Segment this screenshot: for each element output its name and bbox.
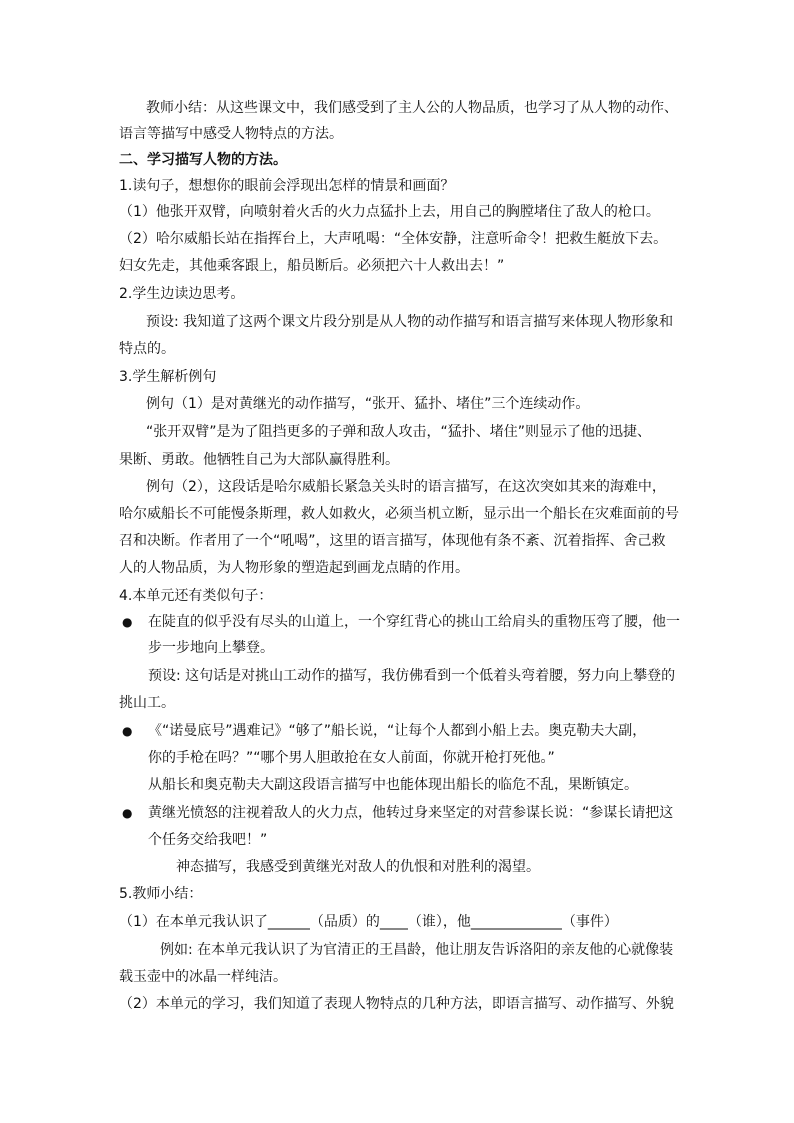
example-sentence: （1）他张开双臂，向喷射着火舌的火力点猛扑上去，用自己的胸膛堵住了敌人的枪口。	[119, 204, 660, 220]
step-heading: 2.学生边读边思考。	[119, 286, 245, 302]
fill-in-blank-line: （1）在本单元我认识了______（品质）的____（谁），他_____________（事件）	[119, 914, 618, 930]
bullet-item-line: 个任务交给我吧！”	[148, 832, 268, 848]
step-heading: 3.学生解析例句	[119, 369, 217, 385]
analysis-paragraph-line: 例句（1）是对黄继光的动作描写，“张开、猛扑、堵住”三个连续动作。	[146, 396, 590, 412]
analysis-paragraph-line: 召和决断。作者用了一个“吼喝”，这里的语言描写，体现他有条不紊、沉着指挥、舍己救	[119, 533, 666, 549]
example-paragraph-line: 载玉壶中的冰晶一样纯洁。	[119, 969, 287, 985]
answer-paragraph-line: 预设: 这句话是对挑山工动作的描写，我仿佛看到一个低着头弯着腰，努力向上攀登的	[148, 668, 676, 684]
analysis-paragraph-line: 哈尔威船长不可能慢条斯理，救人如救火，必须当机立断，显示出一个船长在灾难面前的号	[119, 506, 679, 522]
step-heading: 1.读句子，想想你的眼前会浮现出怎样的情景和画面？	[119, 178, 455, 194]
bullet-item-line: 步一步地向上攀登。	[148, 640, 274, 656]
answer-paragraph-line: 预设: 我知道了这两个课文片段分别是从人物的动作描写和语言描写来体现人物形象和	[146, 314, 674, 330]
answer-paragraph-line: 挑山工。	[119, 695, 175, 711]
example-paragraph-line: 例如: 在本单元我认识了为官清正的王昌龄，他让朋友告诉洛阳的亲友他的心就像装	[160, 942, 674, 958]
summary-paragraph-line: （2）本单元的学习，我们知道了表现人物特点的几种方法，即语言描写、动作描写、外貌	[119, 996, 674, 1012]
example-sentence: （2）哈尔威船长站在指挥台上，大声吼喝：“全体安静，注意听命令！把救生艇放下去。	[119, 231, 668, 247]
bullet-item-line: 《“诺曼底号”遇难记》“够了”船长说，“让每个人都到小船上去。奥克勒夫大副，	[148, 723, 647, 739]
example-sentence-line: 妇女先走，其他乘客跟上，船员断后。必须把六十人救出去！”	[119, 258, 505, 274]
answer-paragraph-line: 从船长和奥克勒夫大副这段语言描写中也能体现出船长的临危不乱，果断镇定。	[148, 777, 638, 793]
answer-paragraph-line: 神态描写，我感受到黄继光对敌人的仇恨和对胜利的渴望。	[176, 859, 540, 875]
bullet-icon: ●	[122, 615, 133, 629]
answer-paragraph-line: 特点的。	[119, 341, 175, 357]
bullet-icon: ●	[122, 806, 133, 820]
summary-paragraph-line: 教师小结：从这些课文中，我们感受到了主人公的人物品质，也学习了从人物的动作、	[146, 100, 678, 116]
bullet-item-line: 在陡直的似乎没有尽头的山道上，一个穿红背心的挑山工给肩头的重物压弯了腰，他一	[148, 614, 680, 630]
summary-paragraph-line: 语言等描写中感受人物特点的方法。	[119, 126, 343, 142]
step-heading: 4.本单元还有类似句子：	[119, 588, 273, 604]
analysis-paragraph-line: 果断、勇敢。他牺牲自己为大部队赢得胜利。	[119, 452, 399, 468]
step-heading: 5.教师小结：	[119, 886, 203, 902]
bullet-item-line: 你的手枪在吗？”“哪个男人胆敢抢在女人前面，你就开枪打死他。”	[148, 750, 555, 766]
bullet-icon: ●	[122, 724, 133, 738]
analysis-paragraph-line: “张开双臂”是为了阻挡更多的子弹和敌人攻击，“猛扑、堵住”则显示了他的迅捷、	[146, 424, 652, 440]
analysis-paragraph-line: 人的人物品质，为人物形象的塑造起到画龙点睛的作用。	[119, 560, 469, 576]
bullet-item-line: 黄继光愤怒的注视着敌人的火力点，他转过身来坚定的对营参谋长说：“参谋长请把这	[148, 805, 674, 821]
analysis-paragraph-line: 例句（2），这段话是哈尔威船长紧急关头时的语言描写，在这次突如其来的海难中，	[146, 479, 666, 495]
section-heading: 二、学习描写人物的方法。	[119, 152, 287, 168]
